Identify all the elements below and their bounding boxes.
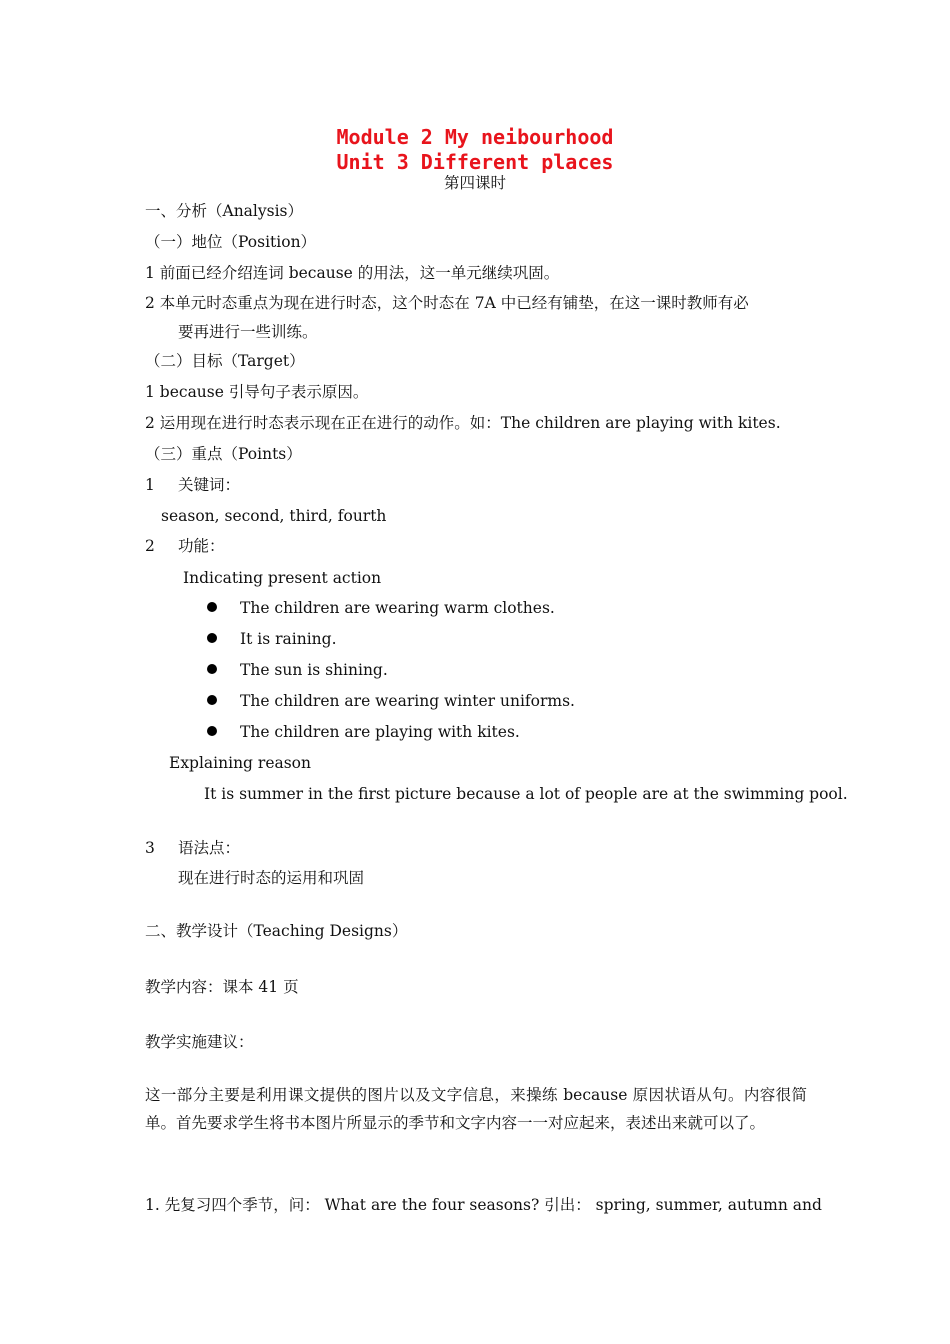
points-item-3-number: 3 <box>145 839 155 857</box>
lesson-label: 第四课时 <box>443 174 506 192</box>
example-item-5: The children are playing with kites. <box>240 723 520 741</box>
target-item-2: 2 运用现在进行时态表示现在正在进行的动作。如：The children are playing with kites. <box>145 414 781 432</box>
keywords-line: season, second, third, fourth <box>161 507 387 525</box>
points-heading: （三）重点（Points） <box>145 445 302 463</box>
bullet-icon <box>207 664 217 674</box>
reason-example: It is summer in the first picture because a lot of people are at the swimming pool. <box>204 785 848 803</box>
bullet-icon <box>207 695 217 705</box>
points-item-1-label: 关键词： <box>178 476 241 494</box>
position-heading: （一）地位（Position） <box>145 233 317 251</box>
example-item-4: The children are wearing winter uniforms. <box>240 692 575 710</box>
points-item-2-label: 功能： <box>178 537 225 555</box>
target-item-1: 1 because 引导句子表示原因。 <box>145 383 369 401</box>
position-item-2-cont: 要再进行一些训练。 <box>178 323 318 341</box>
analysis-heading: 一、分析（Analysis） <box>145 202 303 220</box>
function-explaining-reason: Explaining reason <box>169 754 311 772</box>
position-item-1: 1 前面已经介绍连词 because 的用法，这一单元继续巩固。 <box>145 264 560 282</box>
module-title: Module 2 My neibourhood <box>336 125 614 149</box>
target-heading: （二）目标（Target） <box>145 352 305 370</box>
points-item-2-number: 2 <box>145 537 155 555</box>
bullet-icon <box>207 726 217 736</box>
teaching-content: 教学内容：课本 41 页 <box>145 978 299 996</box>
bullet-icon <box>207 602 217 612</box>
example-item-1: The children are wearing warm clothes. <box>240 599 555 617</box>
design-paragraph: 这一部分主要是利用课文提供的图片以及文字信息，来操练 because 原因状语从句。内容很简单。首先要求学生将书本图片所显示的季节和文字内容一一对应起来，表述出来就可以了。 <box>145 1086 807 1132</box>
points-item-1-number: 1 <box>145 476 155 494</box>
implementation-heading: 教学实施建议： <box>145 1033 254 1051</box>
example-item-2: It is raining. <box>240 630 337 648</box>
unit-title: Unit 3 Different places <box>336 150 614 174</box>
position-item-2: 2 本单元时态重点为现在进行时态，这个时态在 7A 中已经有铺垫，在这一课时教师有必 <box>145 294 749 312</box>
example-item-3: The sun is shining. <box>240 661 388 679</box>
grammar-point: 现在进行时态的运用和巩固 <box>178 869 365 887</box>
design-heading: 二、教学设计（Teaching Designs） <box>145 922 408 940</box>
function-present-action: Indicating present action <box>183 569 382 587</box>
points-item-3-label: 语法点： <box>178 839 241 857</box>
step-1: 1. 先复习四个季节，问： What are the four seasons? 引出： spring, summer, autumn and <box>145 1196 822 1214</box>
bullet-icon <box>207 633 217 643</box>
